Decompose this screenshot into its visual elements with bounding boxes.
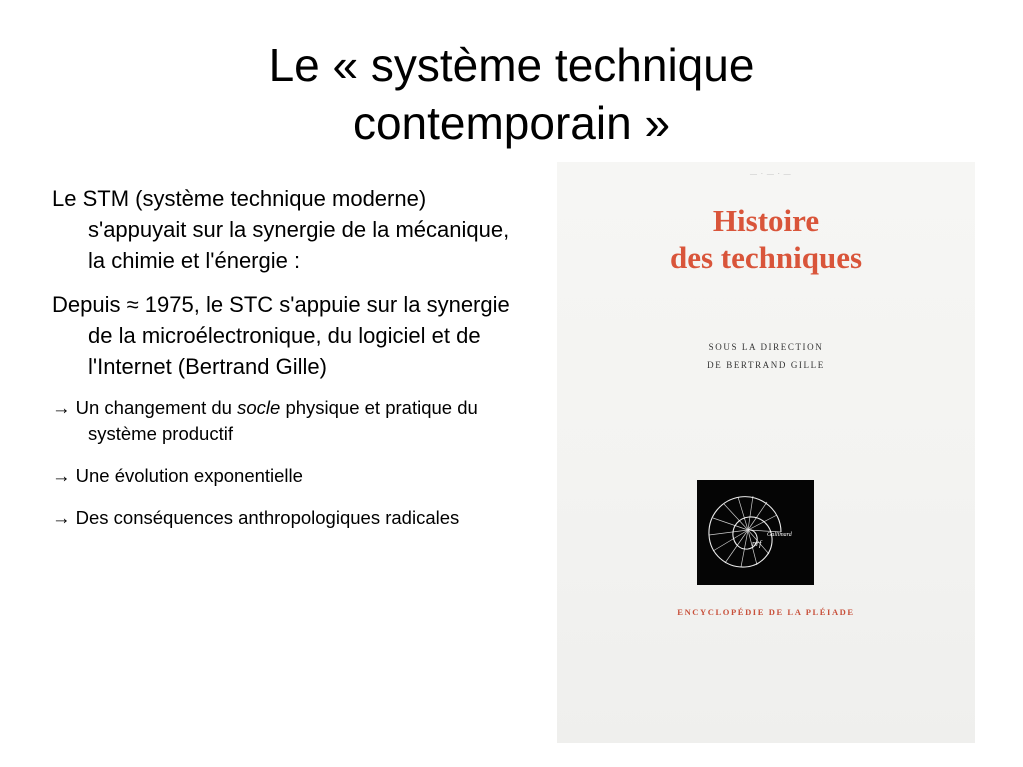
cover-faint-mark: — · — · — [750, 170, 792, 178]
slide-title-line2: contemporain » [352, 97, 671, 149]
bullet-socle-start: → Un changement du [52, 397, 238, 418]
slide-title [100, 36, 923, 152]
nautilus-emblem-icon [697, 480, 814, 585]
emblem-text-left: nrf [752, 539, 762, 548]
bullet-evolution: → Une évolution exponentielle [52, 465, 303, 486]
book-series: ENCYCLOPÉDIE DE LA PLÉIADE [677, 607, 855, 617]
book-direction-line2: DE BERTRAND GILLE [707, 360, 825, 370]
bullet-socle-end: physique et pratique du système productif [88, 397, 478, 444]
emblem-text-right: Gallimard [767, 532, 792, 538]
slide-title-line1: Le « système technique [268, 39, 755, 91]
book-title-line2: des techniques [669, 240, 863, 275]
book-direction [557, 338, 975, 374]
book-title [557, 202, 975, 276]
paragraph-stm: Le STM (système technique moderne) s'appuyait sur la synergie de la mécanique, la chimie et l'énergie : [52, 186, 510, 273]
nautilus-shell-icon [697, 480, 814, 585]
book-cover-image [557, 162, 975, 743]
bullet-socle-italic: socle [237, 397, 281, 418]
slide-body [52, 183, 512, 547]
book-title-line1: Histoire [712, 203, 820, 238]
book-direction-line1: SOUS LA DIRECTION [708, 342, 824, 352]
bullet-socle [52, 395, 512, 447]
paragraph-stc: Depuis ≈ 1975, le STC s'appuie sur la synergie de la microélectronique, du logiciel et de l'Internet (Bertrand Gille) [52, 292, 510, 379]
bullet-consequences: → Des conséquences anthropologiques radicales [52, 507, 460, 528]
